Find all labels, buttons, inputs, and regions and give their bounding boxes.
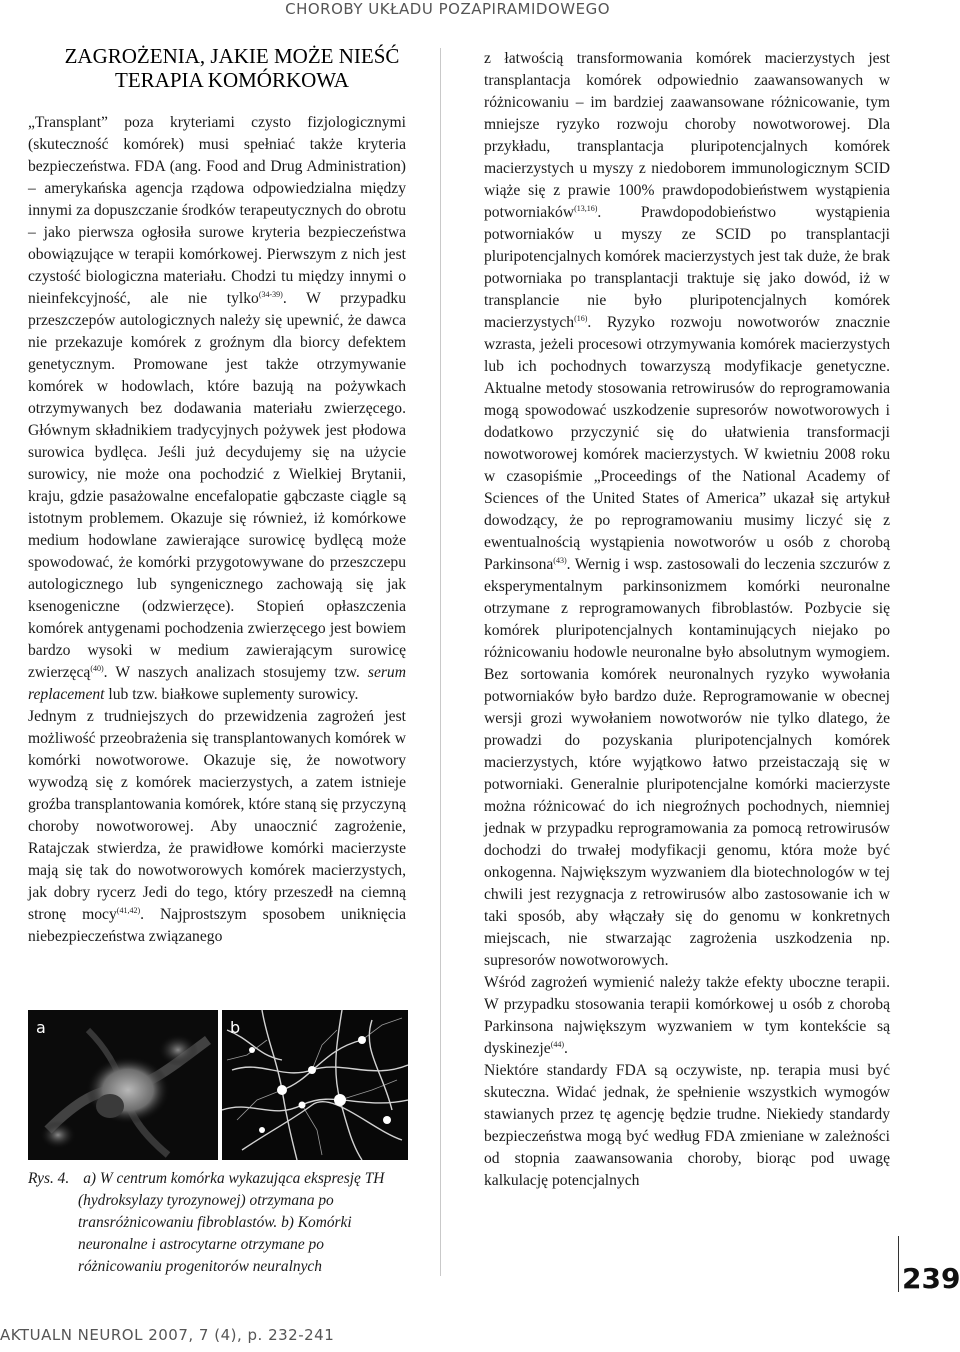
- citation-ref: (41,42): [116, 906, 141, 915]
- citation-ref: (13,16): [574, 204, 598, 213]
- text-run: . Prawdopodobieństwo wystąpienia potworniaków u myszy ze SCID po transplantacji pluripotencjalnych komórek macierzystych jest tak duże, że brak potworniaka po transplantacji traktuje się jako dowód, iż w transplancie nie było pluripotencjalnych komórek macierzystych: [484, 204, 890, 331]
- running-head: CHOROBY UKŁADU POZAPIRAMIDOWEGO: [285, 0, 610, 18]
- citation-ref: (34-39): [258, 290, 283, 299]
- figure-caption: [28, 1168, 408, 1278]
- citation-ref: (40): [90, 664, 104, 673]
- citation-ref: (16): [574, 314, 588, 323]
- text-run: . Ryzyko rozwoju nowotworów znacznie wzrasta, jeżeli procesowi otrzymywania komórek macierzystych lub ich pochodnych towarzyszą modyfikacje genetyczne. Aktualne metody stosowania retrowirusów do reprogramowania mogą spowodować uszkodzenie supresorów nowotworowych i dodatkowo przyczynić się do ułatwienia transformacji nowotworowej komórek macierzystych. W kwietniu 2008 roku w czasopiśmie „Proceedings of the National Academy of Sciences of the United States of America” ukazał się artykuł dowodzący, że po reprogramowaniu musimy liczyć się z ewentualnością wystąpienia nowotworów u osób z chorobą Parkinsona: [484, 314, 890, 573]
- section-title: ZAGROŻENIA, JAKIE MOŻE NIEŚĆ TERAPIA KOMÓRKOWA: [64, 44, 400, 92]
- text-run: . W naszych analizach stosujemy tzw.: [103, 664, 368, 681]
- text-run: Jednym z trudniejszych do przewidzenia zagrożeń jest możliwość przeobrażenia się transplantowanych komórek w komórki nowotworowe. Okazuje się, że nowotwory wywodzą się z komórek macierzystych, a zatem istnieje groźba transplantowania komórek, które staną się przyczyną choroby nowotworowej. Aby unaocznić zagrożenie, Ratajczak stwierdza, że prawidłowe komórki macierzyste mają się tak do nowotworowych komórek macierzystych, jak dobry rycerz Jedi do tego, który przeszedł na ciemną stronę mocy: [28, 708, 406, 923]
- right-paragraph-1: [484, 48, 890, 972]
- panel-label-b: b: [230, 1018, 241, 1037]
- right-paragraph-2: [484, 972, 890, 1060]
- text-run: Wśród zagrożeń wymienić należy także efekty uboczne terapii. W przypadku stosowania terapii komórkowej u osób z chorobą Parkinsona największym wyzwaniem w tym kontekście są dyskinezje: [484, 974, 890, 1057]
- micrograph-b: [222, 1010, 408, 1160]
- figure-label: Rys. 4.: [28, 1170, 70, 1187]
- left-paragraph-1: [28, 112, 406, 706]
- panel-label-a: a: [36, 1018, 46, 1037]
- figure-panel-b: [222, 1010, 408, 1160]
- left-paragraph-2: [28, 706, 406, 948]
- text-run: z łatwością transformowania komórek macierzystych jest transplantacja komórek odpowiednio zaawansowanych w różnicowaniu – im bardziej zaawansowane różnicowanie, tym mniejsze ryzyko rozwoju choroby nowotworowej. Dla przykładu, transplantacja pluripotencjalnych komórek macierzystych u myszy z niedoborem immunologicznym SCID wiąże się z prawie 100% prawdopodobieństwem wystąpienia potworniaków: [484, 50, 890, 221]
- footer-citation: AKTUALN NEUROL 2007, 7 (4), p. 232-241: [0, 1326, 335, 1344]
- text-run: lub tzw. białkowe suplementy surowicy.: [104, 686, 359, 703]
- figure: [28, 1010, 408, 1160]
- right-column: [484, 48, 890, 1192]
- figure-panel-a: [28, 1010, 218, 1160]
- text-run: .: [564, 1040, 568, 1057]
- column-divider: [440, 48, 441, 1276]
- text-run: . W przypadku przeszczepów autologicznych należy się upewnić, że dawca nie przekazuje komórek z groźnym dla biorcy defektem genetycznym. Promowane jest także otrzymywanie komórek w hodowlach, które bazują na pożywkach otrzymywanych bez dodawania materiału zwierzęcego. Głównym składnikiem tradycyjnych pożywek jest płodowa surowica bydlęca. Jeśli już decydujemy się na użycie surowicy, nie może ona pochodzić z Wielkiej Brytanii, kraju, gdzie pasażowalne encefalopatie gąbczaste ciągle są istotnym problemem. Okazuje się również, iż komórkowe medium hodowlane zawierające surowicę bydlęcą może spowodować, że komórki przygotowywane do przeszczepu autologicznego lub syngenicznego zachowają się jak ksenogeniczne (odzwierzęce). Stopień opłaszczenia komórek antygenami pochodzenia zwierzęcego jest bowiem bardzo wysoki w medium zawierającym surowicę zwierzęcą: [28, 290, 406, 681]
- text-run: „Transplant” poza kryteriami czysto fizjologicznymi (skuteczność komórek) musi spełniać także kryteria bezpieczeństwa. FDA (ang. Food and Drug Administration) – amerykańska agencja rządowa odpowiedzialna między innymi za dopuszczanie środków terapeutycznych do obrotu – jako pierwsza ogłosiła surowe kryteria bezpieczeństwa obowiązujące w terapii komórkowej. Pierwszym z nich jest czystość biologiczna materiału. Chodzi tu między innymi o nieinfekcyjność, ale nie tylko: [28, 114, 406, 307]
- page-number-rule: [898, 1236, 899, 1292]
- emphasis-term: serum replacement: [28, 664, 406, 703]
- page-number: 239: [902, 1262, 960, 1295]
- left-column: [28, 112, 406, 948]
- text-run: . Najprostszym sposobem uniknięcia niebezpieczeństwa związanego: [28, 906, 406, 945]
- caption-line-1: a) W centrum komórka wykazująca ekspresję TH: [83, 1170, 385, 1187]
- right-paragraph-3: Niektóre standardy FDA są oczywiste, np. terapia musi być skuteczna. Widać jednak, że spełnienie wszystkich wymogów stawianych przez tę agencję będzie trudne. Niekiedy standardy bezpieczeństwa mogą być według FDA zmieniane w zależności od stopnia zaawansowania choroby, biorąc pod uwagę kalkulację potencjalnych: [484, 1062, 890, 1189]
- caption-rest: (hydroksylazy tyrozynowej) otrzymana po transróżnicowaniu fibroblastów. b) Komórki neuronalne i astrocytarne otrzymane po różnicowaniu progenitorów neuralnych: [78, 1192, 352, 1275]
- citation-ref: (43): [553, 556, 567, 565]
- text-run: . Wernig i wsp. zastosowali do leczenia szczurów z eksperymentalnym parkinsonizmem komórki neuronalne otrzymane z reprogramowanych fibroblastów. Pozbycie się komórek pluripotencjalnych kontaminujących niejako po różnicowaniu hodowle neuronalne było absolutnym wymogiem. Bez sortowania komórek neuronalnych ryzyko wywołania potworniaków było bardzo duże. Reprogramowanie w obecnej wersji grozi wywołaniem nowotworów nie tylko dlatego, że prowadzi do pozyskania pluripotencjalnych komórek macierzystych, które wyjątkowo łatwo przeistaczają się w potworniaki. Generalnie pluripotencjalne komórki macierzyste można różnicować do ich niegroźnych pochodnych, niemniej jednak w przypadku reprogramowania za pomocą retrowirusów dochodzi do trwałej modyfikacji genomu, która może być onkogenna. Największym wyzwaniem dla biotechnologów w tej chwili jest rezygnacja z retrowirusów albo zastosowanie ich w taki sposób, aby włączały się do genomu w konkretnych miejscach, nie stwarzając zagrożenia uszkodzenia np. supresorów nowotworowych.: [484, 556, 890, 969]
- micrograph-a: [28, 1010, 218, 1160]
- citation-ref: (44): [550, 1040, 565, 1049]
